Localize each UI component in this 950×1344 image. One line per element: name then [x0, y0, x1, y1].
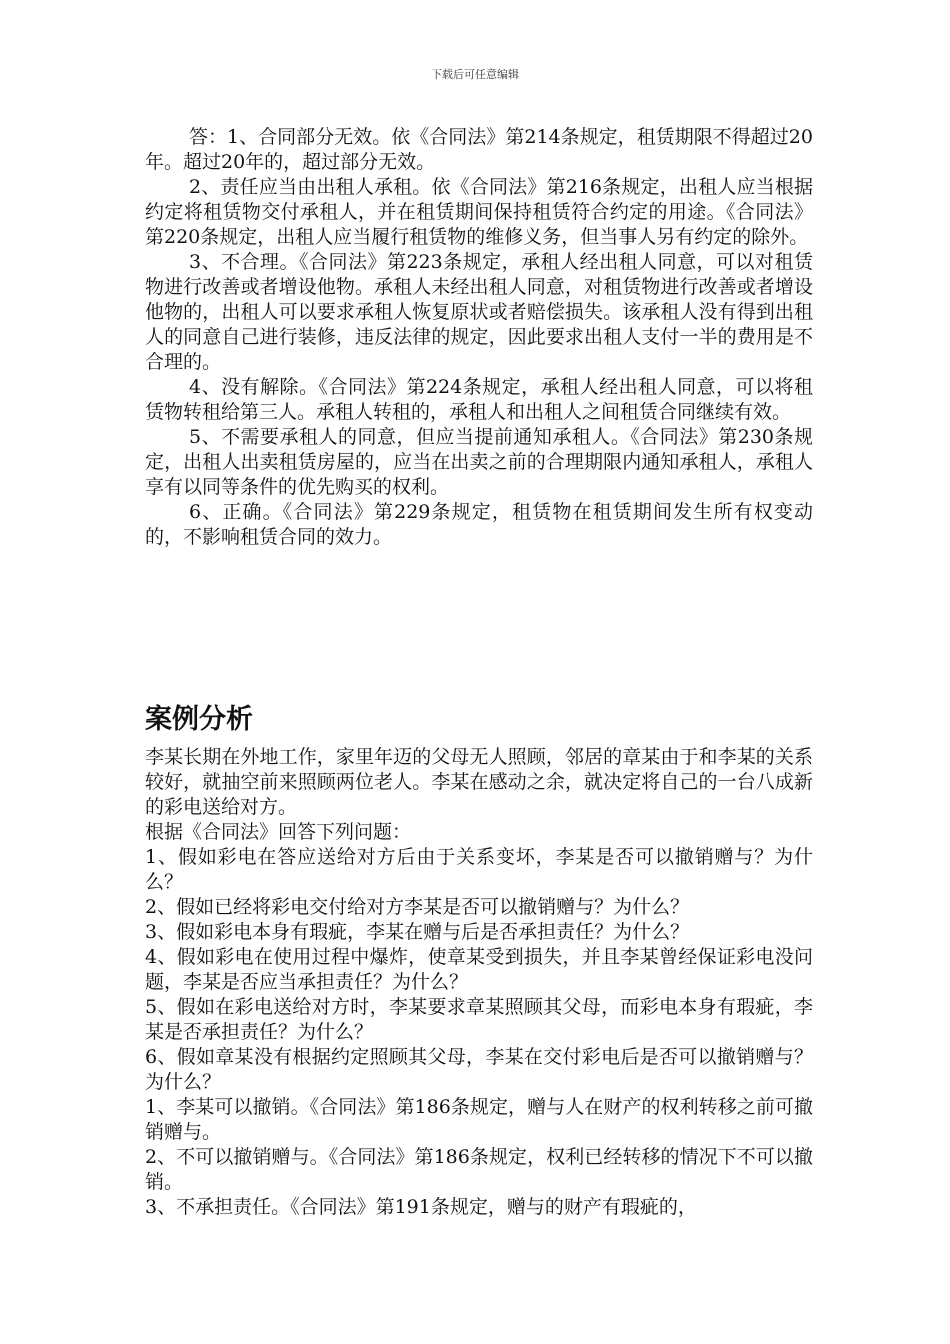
answers-block — [145, 125, 813, 550]
case-analysis-block — [145, 745, 813, 1220]
case-answer: 2、不可以撤销赠与。《合同法》第186条规定，权利已经转移的情况下不可以撤销。 — [145, 1146, 813, 1193]
answer-paragraph: 4、没有解除。《合同法》第224条规定，承租人经出租人同意，可以将租赁物转租给第三人。承租人转租的，承租人和出租人之间租赁合同继续有效。 — [145, 376, 813, 423]
answer-paragraph: 答：1、合同部分无效。依《合同法》第214条规定，租赁期限不得超过20年。超过20年的，超过部分无效。 — [145, 126, 813, 173]
page-header-note: 下载后可任意编辑 — [431, 68, 519, 81]
case-paragraph: 根据《合同法》回答下列问题： — [145, 821, 412, 843]
answer-paragraph: 5、不需要承租人的同意，但应当提前通知承租人。《合同法》第230条规定，出租人出卖租赁房屋的，应当在出卖之前的合理期限内通知承租人，承租人享有以同等条件的优先购买的权利。 — [145, 426, 813, 498]
answer-paragraph: 3、不合理。《合同法》第223条规定，承租人经出租人同意，可以对租赁物进行改善或者增设他物。承租人未经出租人同意，对租赁物进行改善或者增设他物的，出租人可以要求承租人恢复原状或者赔偿损失。该承租人没有得到出租人的同意自己进行装修，违反法律的规定，因此要求出租人支付一半的费用是不合理的。 — [145, 251, 813, 373]
case-question: 4、假如彩电在使用过程中爆炸，使章某受到损失，并且李某曾经保证彩电没问题，李某是否应当承担责任？为什么？ — [145, 946, 813, 993]
section-title: 案例分析 — [145, 704, 253, 735]
case-question: 2、假如已经将彩电交付给对方李某是否可以撤销赠与？为什么？ — [145, 896, 690, 918]
case-answer: 3、不承担责任。《合同法》第191条规定，赠与的财产有瑕疵的， — [145, 1196, 697, 1218]
answer-paragraph: 6、正确。《合同法》第229条规定，租赁物在租赁期间发生所有权变动的，不影响租赁合同的效力。 — [145, 501, 813, 548]
case-answer: 1、李某可以撤销。《合同法》第186条规定，赠与人在财产的权利转移之前可撤销赠与。 — [145, 1096, 813, 1143]
answer-paragraph: 2、责任应当由出租人承租。依《合同法》第216条规定，出租人应当根据约定将租赁物交付承租人，并在租赁期间保持租赁符合约定的用途。《合同法》第220条规定，出租人应当履行租赁物的维修义务，但当事人另有约定的除外。 — [145, 176, 813, 248]
case-question: 5、假如在彩电送给对方时，李某要求章某照顾其父母，而彩电本身有瑕疵，李某是否承担责任？为什么？ — [145, 996, 813, 1043]
case-question: 1、假如彩电在答应送给对方后由于关系变坏，李某是否可以撤销赠与？为什么？ — [145, 846, 813, 893]
case-paragraph: 李某长期在外地工作，家里年迈的父母无人照顾，邻居的章某由于和李某的关系较好，就抽空前来照顾两位老人。李某在感动之余，就决定将自己的一台八成新的彩电送给对方。 — [145, 746, 813, 818]
case-question: 3、假如彩电本身有瑕疵，李某在赠与后是否承担责任？为什么？ — [145, 921, 690, 943]
case-question: 6、假如章某没有根据约定照顾其父母，李某在交付彩电后是否可以撤销赠与？为什么？ — [145, 1046, 813, 1093]
